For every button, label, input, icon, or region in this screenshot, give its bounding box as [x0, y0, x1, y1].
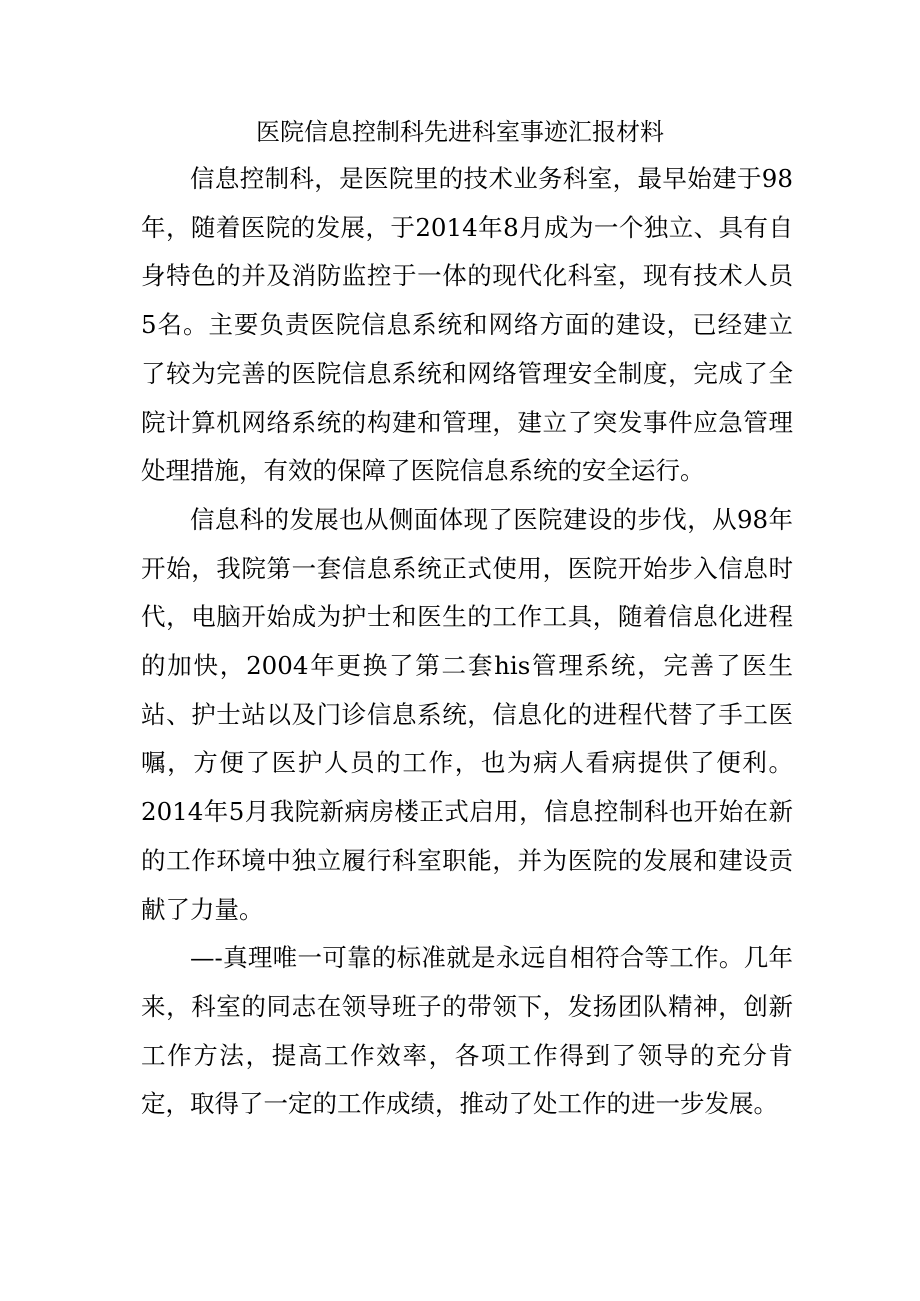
paragraph-2: 信息科的发展也从侧面体现了医院建设的步伐，从98年开始，我院第一套信息系统正式使用，医院开始步入信息时代，电脑开始成为护士和医生的工作工具，随着信息化进程的加快，2004年更换了第二套his管理系统，完善了医生站、护士站以及门诊信息系统，信息化的进程代替了手工医嘱，方便了医护人员的工作，也为病人看病提供了便利。2014年5月我院新病房楼正式启用，信息控制科也开始在新的工作环境中独立履行科室职能，并为医院的发展和建设贡献了力量。 — [141, 504, 793, 924]
paragraph-1: 信息控制科，是医院里的技术业务科室，最早始建于98年，随着医院的发展，于2014年8月成为一个独立、具有自身特色的并及消防监控于一体的现代化科室，现有技术人员5名。主要负责医院信息系统和网络方面的建设，已经建立了较为完善的医院信息系统和网络管理安全制度，完成了全院计算机网络系统的构建和管理，建立了突发事件应急管理处理措施，有效的保障了医院信息系统的安全运行。 — [141, 164, 793, 486]
paragraph-3: —-真理唯一可靠的标准就是永远自相符合等工作。几年来，科室的同志在领导班子的带领下，发扬团队精神，创新工作方法，提高工作效率，各项工作得到了领导的充分肯定，取得了一定的工作成绩，推动了处工作的进一步发展。 — [141, 943, 793, 1119]
page-title: 医院信息控制科先进科室事迹汇报材料 — [256, 118, 664, 146]
document-body — [141, 155, 793, 1129]
